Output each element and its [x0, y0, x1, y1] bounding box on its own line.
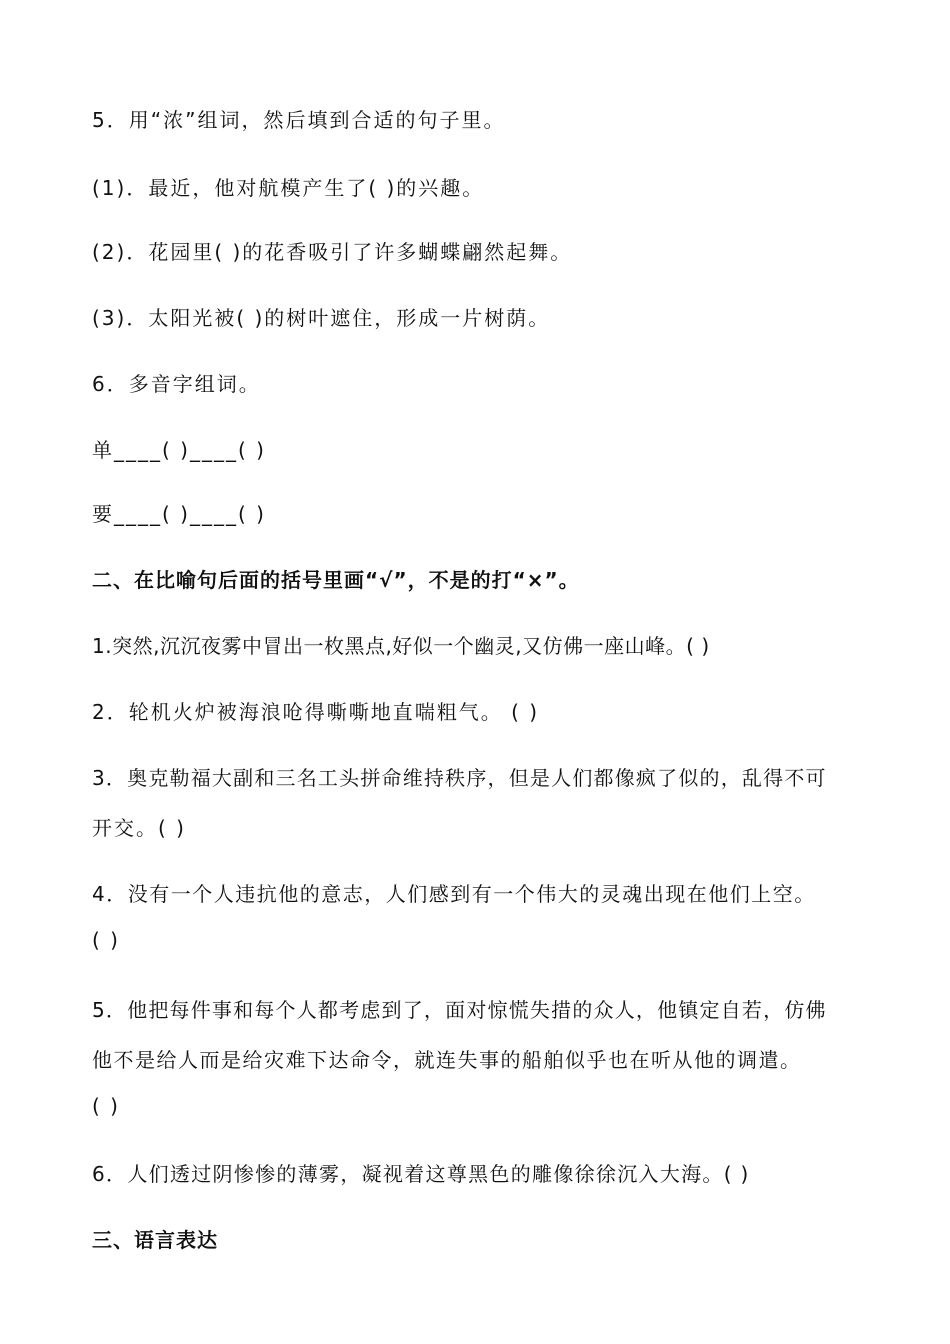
part2-item-6: 6．人们透过阴惨惨的薄雾，凝视着这尊黑色的雕像徐徐沉入大海。( )	[92, 1162, 750, 1186]
part2-item-3a: 3．奥克勒福大副和三名工头拼命维持秩序，但是人们都像疯了似的，乱得不可	[92, 766, 827, 790]
part2-item-1: 1.突然,沉沉夜雾中冒出一枚黑点,好似一个幽灵,又仿佛一座山峰。( )	[92, 634, 710, 658]
part2-item-4a: 4．没有一个人违抗他的意志，人们感到有一个伟大的灵魂出现在他们上空。	[92, 882, 816, 906]
part2-item-2: 2．轮机火炉被海浪呛得嘶嘶地直喘粗气。 ( )	[92, 700, 540, 724]
part2-heading: 二、在比喻句后面的括号里画“√”，不是的打“×”。	[92, 568, 580, 592]
part2-item-5b: 他不是给人而是给灾难下达命令，就连失事的船舶似乎也在听从他的调遣。	[92, 1048, 802, 1072]
part3-heading: 三、语言表达	[92, 1228, 218, 1252]
part2-item-5a: 5．他把每件事和每个人都考虑到了，面对惊慌失措的众人，他镇定自若，仿佛	[92, 998, 827, 1022]
q5-sentence-3: (3)．太阳光被( )的树叶遮住，形成一片树荫。	[92, 306, 551, 330]
q5-title: 5．用“浓”组词，然后填到合适的句子里。	[92, 108, 506, 132]
q6-title: 6．多音字组词。	[92, 372, 261, 396]
part2-item-4b: ( )	[92, 928, 120, 952]
q6-row-2: 要____( )____( )	[92, 502, 266, 526]
part2-item-5c: ( )	[92, 1094, 120, 1118]
q5-sentence-1: (1)．最近，他对航模产生了( )的兴趣。	[92, 176, 485, 200]
part2-item-3b: 开交。( )	[92, 816, 186, 840]
q6-row-1: 单____( )____( )	[92, 438, 266, 462]
q5-sentence-2: (2)．花园里( )的花香吸引了许多蝴蝶翩然起舞。	[92, 240, 573, 264]
